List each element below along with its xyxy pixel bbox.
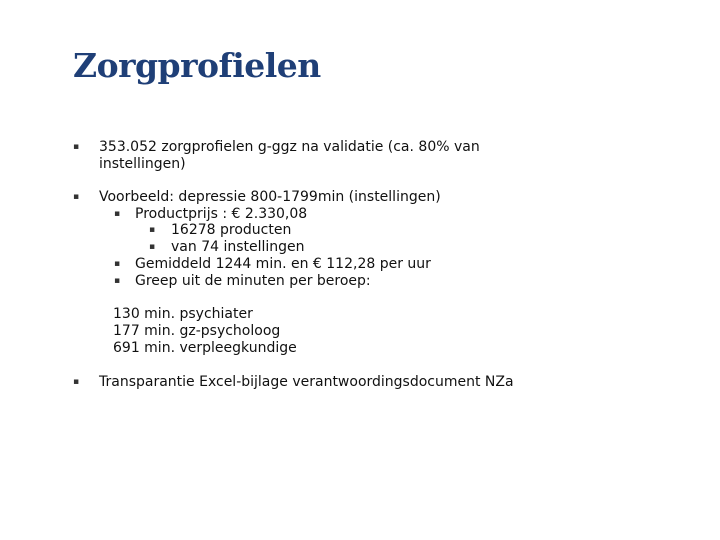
- sub-bullet-gemiddeld: Gemiddeld 1244 min. en € 112,28 per uur: [135, 256, 431, 272]
- sub-sub-bullet-producten: 16278 producten: [171, 222, 292, 238]
- minutes-line-gz-psycholoog: 177 min. gz-psycholoog: [113, 323, 281, 339]
- minutes-line-verpleegkundige: 691 min. verpleegkundige: [113, 340, 297, 356]
- sub-bullet-productprijs: Productprijs : € 2.330,08: [135, 206, 308, 222]
- sub-bullet-icon: [114, 255, 120, 273]
- bullet-text-voorbeeld: Voorbeeld: depressie 800-1799min (instellingen): [99, 189, 441, 205]
- bullet-text-validatie-cont: instellingen): [99, 156, 186, 172]
- sub-sub-bullet-icon: [149, 221, 155, 239]
- bullet-icon: [73, 373, 79, 391]
- sub-sub-bullet-instellingen: van 74 instellingen: [171, 239, 305, 255]
- slide-title: Zorgprofielen: [73, 46, 321, 85]
- bullet-text-validatie: 353.052 zorgprofielen g-ggz na validatie (ca. 80% van: [99, 139, 480, 155]
- bullet-text-transparantie: Transparantie Excel-bijlage verantwoordingsdocument NZa: [99, 374, 514, 390]
- sub-sub-bullet-icon: [149, 238, 155, 256]
- sub-bullet-icon: [114, 205, 120, 223]
- sub-bullet-greep: Greep uit de minuten per beroep:: [135, 273, 371, 289]
- minutes-line-psychiater: 130 min. psychiater: [113, 306, 253, 322]
- bullet-icon: [73, 138, 79, 156]
- bullet-icon: [73, 188, 79, 206]
- sub-bullet-icon: [114, 272, 120, 290]
